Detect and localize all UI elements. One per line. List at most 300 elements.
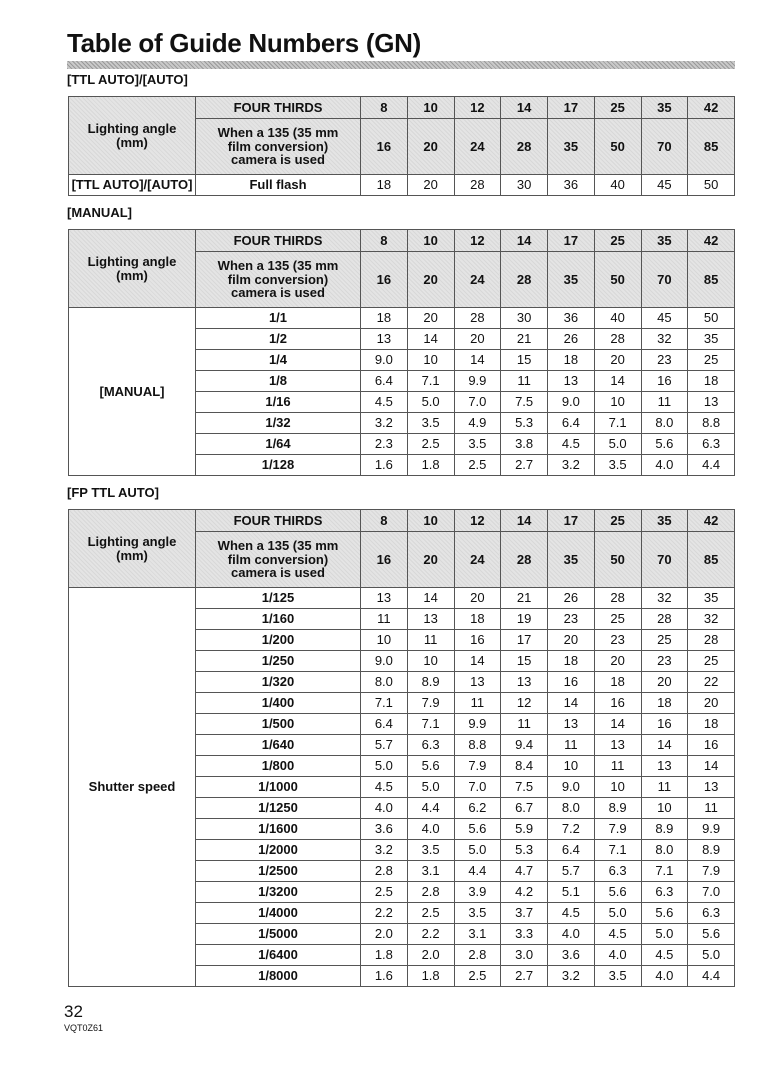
row-label: 1/320 — [196, 672, 361, 693]
guide-number-cell: 5.6 — [594, 882, 641, 903]
guide-number-cell: 8.8 — [688, 413, 735, 434]
guide-number-cell: 7.0 — [454, 392, 501, 413]
guide-number-cell: 19 — [501, 609, 548, 630]
row-label: Full flash — [196, 175, 361, 196]
four-thirds-focal-length: 17 — [548, 510, 595, 532]
guide-number-cell: 18 — [641, 693, 688, 714]
guide-number-cell: 5.6 — [641, 434, 688, 455]
conversion-header-line: camera is used — [231, 285, 325, 301]
row-label: 1/800 — [196, 756, 361, 777]
conversion-focal-length: 50 — [594, 532, 641, 588]
conversion-focal-length: 35 — [548, 119, 595, 175]
row-label: 1/4000 — [196, 903, 361, 924]
four-thirds-focal-length: 8 — [361, 510, 408, 532]
guide-number-cell: 10 — [407, 350, 454, 371]
guide-number-cell: 14 — [407, 329, 454, 350]
row-label: 1/2 — [196, 329, 361, 350]
lighting-angle-unit: (mm) — [116, 134, 148, 150]
guide-number-cell: 7.1 — [407, 371, 454, 392]
guide-number-cell: 6.4 — [548, 840, 595, 861]
row-label: 1/1 — [196, 308, 361, 329]
conversion-focal-length: 28 — [501, 119, 548, 175]
guide-number-cell: 14 — [594, 371, 641, 392]
guide-number-cell: 20 — [594, 651, 641, 672]
guide-number-cell: 28 — [641, 609, 688, 630]
guide-number-cell: 20 — [641, 672, 688, 693]
table-row — [69, 588, 735, 609]
guide-number-cell: 13 — [407, 609, 454, 630]
gn-table-ttl-auto — [68, 96, 735, 196]
guide-number-cell: 9.9 — [454, 371, 501, 392]
guide-number-cell: 28 — [594, 329, 641, 350]
guide-number-cell: 20 — [548, 630, 595, 651]
guide-number-cell: 35 — [688, 329, 735, 350]
guide-number-cell: 20 — [594, 350, 641, 371]
guide-number-cell: 4.5 — [548, 434, 595, 455]
guide-number-cell: 2.8 — [361, 861, 408, 882]
guide-number-cell: 40 — [594, 308, 641, 329]
guide-number-cell: 16 — [641, 714, 688, 735]
guide-number-cell: 23 — [548, 609, 595, 630]
guide-number-cell: 1.8 — [361, 945, 408, 966]
guide-number-cell: 4.5 — [361, 392, 408, 413]
conversion-header — [196, 532, 361, 588]
guide-number-cell: 7.5 — [501, 777, 548, 798]
four-thirds-focal-length: 25 — [594, 510, 641, 532]
conversion-header-line: When a 135 (35 mm — [217, 258, 339, 274]
four-thirds-focal-length: 25 — [594, 230, 641, 252]
four-thirds-focal-length: 42 — [688, 230, 735, 252]
guide-number-cell: 9.4 — [501, 735, 548, 756]
row-label: 1/6400 — [196, 945, 361, 966]
guide-number-cell: 3.2 — [548, 966, 595, 987]
guide-number-cell: 13 — [548, 371, 595, 392]
guide-number-cell: 4.0 — [407, 819, 454, 840]
four-thirds-focal-length: 35 — [641, 510, 688, 532]
guide-number-cell: 10 — [548, 756, 595, 777]
guide-number-cell: 20 — [688, 693, 735, 714]
guide-number-cell: 5.3 — [501, 840, 548, 861]
guide-number-cell: 6.7 — [501, 798, 548, 819]
guide-number-cell: 7.0 — [688, 882, 735, 903]
guide-number-cell: 14 — [548, 693, 595, 714]
guide-number-cell: 7.2 — [548, 819, 595, 840]
conversion-header-line: When a 135 (35 mm — [217, 538, 339, 554]
guide-number-cell: 32 — [641, 588, 688, 609]
guide-number-cell: 7.9 — [688, 861, 735, 882]
guide-number-cell: 5.6 — [454, 819, 501, 840]
guide-number-cell: 4.0 — [594, 945, 641, 966]
guide-number-cell: 4.4 — [688, 455, 735, 476]
conversion-focal-length: 16 — [361, 119, 408, 175]
guide-number-cell: 13 — [501, 672, 548, 693]
four-thirds-focal-length: 8 — [361, 230, 408, 252]
guide-number-cell: 13 — [548, 714, 595, 735]
guide-number-cell: 4.0 — [641, 455, 688, 476]
guide-number-cell: 8.0 — [548, 798, 595, 819]
conversion-focal-length: 20 — [407, 252, 454, 308]
guide-number-cell: 13 — [454, 672, 501, 693]
guide-number-cell: 6.2 — [454, 798, 501, 819]
guide-number-cell: 4.4 — [407, 798, 454, 819]
header-row-four-thirds — [69, 230, 735, 252]
section-label-fp-ttl-auto: [FP TTL AUTO] — [67, 485, 159, 500]
gn-table-manual — [68, 229, 735, 476]
conversion-focal-length: 24 — [454, 532, 501, 588]
guide-number-cell: 8.9 — [688, 840, 735, 861]
guide-number-cell: 20 — [454, 588, 501, 609]
guide-number-cell: 25 — [688, 651, 735, 672]
row-label: 1/2000 — [196, 840, 361, 861]
guide-number-cell: 2.5 — [361, 882, 408, 903]
guide-number-cell: 3.5 — [594, 455, 641, 476]
document-code: VQT0Z61 — [64, 1023, 104, 1033]
guide-number-cell: 3.5 — [407, 840, 454, 861]
guide-number-cell: 17 — [501, 630, 548, 651]
guide-number-cell: 8.8 — [454, 735, 501, 756]
guide-number-cell: 5.1 — [548, 882, 595, 903]
guide-number-cell: 4.4 — [454, 861, 501, 882]
guide-number-cell: 8.0 — [641, 413, 688, 434]
guide-number-cell: 7.9 — [454, 756, 501, 777]
group-label: Shutter speed — [69, 588, 196, 987]
guide-number-cell: 8.4 — [501, 756, 548, 777]
conversion-focal-length: 50 — [594, 119, 641, 175]
four-thirds-focal-length: 42 — [688, 510, 735, 532]
conversion-focal-length: 16 — [361, 252, 408, 308]
guide-number-cell: 13 — [361, 588, 408, 609]
guide-number-cell: 11 — [361, 609, 408, 630]
guide-number-cell: 23 — [641, 651, 688, 672]
guide-number-cell: 18 — [361, 175, 408, 196]
guide-number-cell: 4.5 — [594, 924, 641, 945]
row-label: 1/5000 — [196, 924, 361, 945]
guide-number-cell: 50 — [688, 308, 735, 329]
guide-number-cell: 20 — [407, 308, 454, 329]
conversion-header-line: camera is used — [231, 152, 325, 168]
lighting-angle-header — [69, 510, 196, 588]
four-thirds-focal-length: 10 — [407, 230, 454, 252]
guide-number-cell: 13 — [688, 777, 735, 798]
guide-number-cell: 5.0 — [594, 903, 641, 924]
row-label: 1/640 — [196, 735, 361, 756]
lighting-angle-header — [69, 230, 196, 308]
four-thirds-header: FOUR THIRDS — [196, 510, 361, 532]
guide-number-cell: 11 — [548, 735, 595, 756]
guide-number-cell: 10 — [641, 798, 688, 819]
page-title: Table of Guide Numbers (GN) — [67, 28, 421, 58]
guide-number-cell: 7.1 — [594, 840, 641, 861]
guide-number-cell: 7.1 — [361, 693, 408, 714]
conversion-focal-length: 85 — [688, 532, 735, 588]
guide-number-cell: 4.7 — [501, 861, 548, 882]
conversion-focal-length: 85 — [688, 119, 735, 175]
guide-number-cell: 5.0 — [361, 756, 408, 777]
guide-number-cell: 16 — [548, 672, 595, 693]
guide-number-cell: 30 — [501, 308, 548, 329]
conversion-focal-length: 35 — [548, 252, 595, 308]
guide-number-cell: 14 — [688, 756, 735, 777]
section-label-ttl-auto: [TTL AUTO]/[AUTO] — [67, 72, 188, 87]
guide-number-cell: 8.0 — [641, 840, 688, 861]
guide-number-cell: 26 — [548, 588, 595, 609]
conversion-header-line: When a 135 (35 mm — [217, 125, 339, 141]
conversion-focal-length: 20 — [407, 119, 454, 175]
guide-number-cell: 14 — [641, 735, 688, 756]
guide-number-cell: 5.7 — [361, 735, 408, 756]
title-halftone-band — [67, 61, 735, 69]
guide-number-cell: 5.0 — [407, 777, 454, 798]
guide-number-cell: 13 — [641, 756, 688, 777]
lighting-angle-unit: (mm) — [116, 267, 148, 283]
row-label: 1/500 — [196, 714, 361, 735]
guide-number-cell: 2.5 — [407, 434, 454, 455]
conversion-focal-length: 70 — [641, 119, 688, 175]
guide-number-cell: 5.0 — [688, 945, 735, 966]
guide-number-cell: 5.0 — [454, 840, 501, 861]
section-label-manual: [MANUAL] — [67, 205, 132, 220]
guide-number-cell: 18 — [548, 350, 595, 371]
guide-number-cell: 28 — [454, 175, 501, 196]
guide-number-cell: 3.2 — [548, 455, 595, 476]
guide-number-cell: 7.1 — [407, 714, 454, 735]
row-label: 1/16 — [196, 392, 361, 413]
guide-number-cell: 6.3 — [594, 861, 641, 882]
four-thirds-focal-length: 14 — [501, 510, 548, 532]
guide-number-cell: 7.0 — [454, 777, 501, 798]
guide-number-cell: 5.7 — [548, 861, 595, 882]
guide-number-cell: 18 — [548, 651, 595, 672]
conversion-focal-length: 35 — [548, 532, 595, 588]
row-label: 1/200 — [196, 630, 361, 651]
guide-number-cell: 9.0 — [548, 777, 595, 798]
guide-number-cell: 6.4 — [361, 714, 408, 735]
guide-number-cell: 8.9 — [641, 819, 688, 840]
guide-number-cell: 2.0 — [407, 945, 454, 966]
guide-number-cell: 5.6 — [688, 924, 735, 945]
gn-table-fp-ttl-auto — [68, 509, 735, 987]
guide-number-cell: 50 — [688, 175, 735, 196]
four-thirds-focal-length: 10 — [407, 97, 454, 119]
guide-number-cell: 11 — [454, 693, 501, 714]
guide-number-cell: 28 — [594, 588, 641, 609]
guide-number-cell: 3.0 — [501, 945, 548, 966]
guide-number-cell: 35 — [688, 588, 735, 609]
row-label: 1/125 — [196, 588, 361, 609]
guide-number-cell: 11 — [407, 630, 454, 651]
guide-number-cell: 2.2 — [361, 903, 408, 924]
guide-number-cell: 3.6 — [548, 945, 595, 966]
guide-number-cell: 10 — [361, 630, 408, 651]
guide-number-cell: 4.0 — [548, 924, 595, 945]
guide-number-cell: 6.4 — [548, 413, 595, 434]
guide-number-cell: 8.9 — [594, 798, 641, 819]
conversion-focal-length: 50 — [594, 252, 641, 308]
guide-number-cell: 14 — [407, 588, 454, 609]
guide-number-cell: 8.0 — [361, 672, 408, 693]
guide-number-cell: 40 — [594, 175, 641, 196]
guide-number-cell: 30 — [501, 175, 548, 196]
guide-number-cell: 20 — [454, 329, 501, 350]
guide-number-cell: 9.9 — [454, 714, 501, 735]
guide-number-cell: 1.6 — [361, 455, 408, 476]
guide-number-cell: 3.5 — [594, 966, 641, 987]
guide-number-cell: 3.5 — [454, 903, 501, 924]
guide-number-cell: 2.8 — [407, 882, 454, 903]
guide-number-cell: 28 — [688, 630, 735, 651]
guide-number-cell: 11 — [688, 798, 735, 819]
conversion-focal-length: 28 — [501, 252, 548, 308]
guide-number-cell: 16 — [454, 630, 501, 651]
guide-number-cell: 4.5 — [361, 777, 408, 798]
guide-number-cell: 36 — [548, 308, 595, 329]
row-label: 1/128 — [196, 455, 361, 476]
four-thirds-focal-length: 12 — [454, 230, 501, 252]
guide-number-cell: 4.2 — [501, 882, 548, 903]
conversion-header-line: film conversion) — [227, 551, 329, 567]
guide-number-cell: 7.5 — [501, 392, 548, 413]
guide-number-cell: 11 — [641, 777, 688, 798]
four-thirds-focal-length: 14 — [501, 230, 548, 252]
row-label: 1/400 — [196, 693, 361, 714]
guide-number-cell: 11 — [501, 371, 548, 392]
guide-number-cell: 14 — [454, 350, 501, 371]
guide-number-cell: 8.9 — [407, 672, 454, 693]
guide-number-cell: 6.3 — [641, 882, 688, 903]
table-row — [69, 308, 735, 329]
guide-number-cell: 22 — [688, 672, 735, 693]
conversion-header-line: film conversion) — [227, 138, 329, 154]
guide-number-cell: 16 — [688, 735, 735, 756]
four-thirds-focal-length: 12 — [454, 510, 501, 532]
guide-number-cell: 2.5 — [454, 455, 501, 476]
guide-number-cell: 2.7 — [501, 966, 548, 987]
conversion-header-line: film conversion) — [227, 271, 329, 287]
row-label: 1/250 — [196, 651, 361, 672]
guide-number-cell: 23 — [641, 350, 688, 371]
guide-number-cell: 3.8 — [501, 434, 548, 455]
guide-number-cell: 25 — [594, 609, 641, 630]
four-thirds-focal-length: 25 — [594, 97, 641, 119]
guide-number-cell: 3.5 — [407, 413, 454, 434]
conversion-focal-length: 24 — [454, 252, 501, 308]
guide-number-cell: 3.2 — [361, 413, 408, 434]
lighting-angle-line: Lighting angle — [87, 120, 177, 136]
guide-number-cell: 14 — [594, 714, 641, 735]
guide-number-cell: 15 — [501, 651, 548, 672]
guide-number-cell: 18 — [594, 672, 641, 693]
conversion-header — [196, 119, 361, 175]
guide-number-cell: 6.3 — [407, 735, 454, 756]
guide-number-cell: 13 — [594, 735, 641, 756]
guide-number-cell: 45 — [641, 308, 688, 329]
four-thirds-focal-length: 35 — [641, 97, 688, 119]
row-label: 1/8000 — [196, 966, 361, 987]
guide-number-cell: 3.6 — [361, 819, 408, 840]
four-thirds-focal-length: 42 — [688, 97, 735, 119]
guide-number-cell: 4.5 — [641, 945, 688, 966]
conversion-header-line: camera is used — [231, 565, 325, 581]
guide-number-cell: 5.6 — [407, 756, 454, 777]
four-thirds-focal-length: 17 — [548, 97, 595, 119]
guide-number-cell: 4.0 — [641, 966, 688, 987]
guide-number-cell: 20 — [407, 175, 454, 196]
guide-number-cell: 2.0 — [361, 924, 408, 945]
conversion-focal-length: 70 — [641, 252, 688, 308]
guide-number-cell: 5.9 — [501, 819, 548, 840]
lighting-angle-header — [69, 97, 196, 175]
guide-number-cell: 5.0 — [407, 392, 454, 413]
guide-number-cell: 18 — [361, 308, 408, 329]
row-label: 1/4 — [196, 350, 361, 371]
guide-number-cell: 1.8 — [407, 966, 454, 987]
guide-number-cell: 3.5 — [454, 434, 501, 455]
guide-number-cell: 2.3 — [361, 434, 408, 455]
guide-number-cell: 18 — [688, 371, 735, 392]
guide-number-cell: 9.0 — [548, 392, 595, 413]
guide-number-cell: 45 — [641, 175, 688, 196]
row-label: 1/3200 — [196, 882, 361, 903]
guide-number-cell: 3.1 — [454, 924, 501, 945]
conversion-focal-length: 28 — [501, 532, 548, 588]
guide-number-cell: 4.5 — [548, 903, 595, 924]
guide-number-cell: 23 — [594, 630, 641, 651]
four-thirds-focal-length: 12 — [454, 97, 501, 119]
guide-number-cell: 13 — [361, 329, 408, 350]
guide-number-cell: 1.6 — [361, 966, 408, 987]
guide-number-cell: 1.8 — [407, 455, 454, 476]
conversion-focal-length: 16 — [361, 532, 408, 588]
group-label: [MANUAL] — [69, 308, 196, 476]
guide-number-cell: 6.4 — [361, 371, 408, 392]
four-thirds-focal-length: 17 — [548, 230, 595, 252]
guide-number-cell: 26 — [548, 329, 595, 350]
guide-number-cell: 13 — [688, 392, 735, 413]
four-thirds-header: FOUR THIRDS — [196, 97, 361, 119]
guide-number-cell: 12 — [501, 693, 548, 714]
guide-number-cell: 10 — [407, 651, 454, 672]
row-label: 1/1250 — [196, 798, 361, 819]
row-label: 1/1000 — [196, 777, 361, 798]
guide-number-cell: 10 — [594, 777, 641, 798]
guide-number-cell: 11 — [501, 714, 548, 735]
guide-number-cell: 4.9 — [454, 413, 501, 434]
four-thirds-header: FOUR THIRDS — [196, 230, 361, 252]
conversion-focal-length: 24 — [454, 119, 501, 175]
guide-number-cell: 9.0 — [361, 651, 408, 672]
guide-number-cell: 10 — [594, 392, 641, 413]
guide-number-cell: 25 — [641, 630, 688, 651]
group-label: [TTL AUTO]/[AUTO] — [69, 175, 196, 196]
guide-number-cell: 11 — [641, 392, 688, 413]
guide-number-cell: 14 — [454, 651, 501, 672]
guide-number-cell: 25 — [688, 350, 735, 371]
guide-number-cell: 36 — [548, 175, 595, 196]
header-row-four-thirds — [69, 510, 735, 532]
four-thirds-focal-length: 14 — [501, 97, 548, 119]
row-label: 1/1600 — [196, 819, 361, 840]
guide-number-cell: 18 — [688, 714, 735, 735]
row-label: 1/2500 — [196, 861, 361, 882]
guide-number-cell: 7.9 — [407, 693, 454, 714]
row-label: 1/64 — [196, 434, 361, 455]
lighting-angle-line: Lighting angle — [87, 533, 177, 549]
guide-number-cell: 16 — [594, 693, 641, 714]
four-thirds-focal-length: 10 — [407, 510, 454, 532]
guide-number-cell: 2.8 — [454, 945, 501, 966]
guide-number-cell: 3.9 — [454, 882, 501, 903]
conversion-focal-length: 85 — [688, 252, 735, 308]
